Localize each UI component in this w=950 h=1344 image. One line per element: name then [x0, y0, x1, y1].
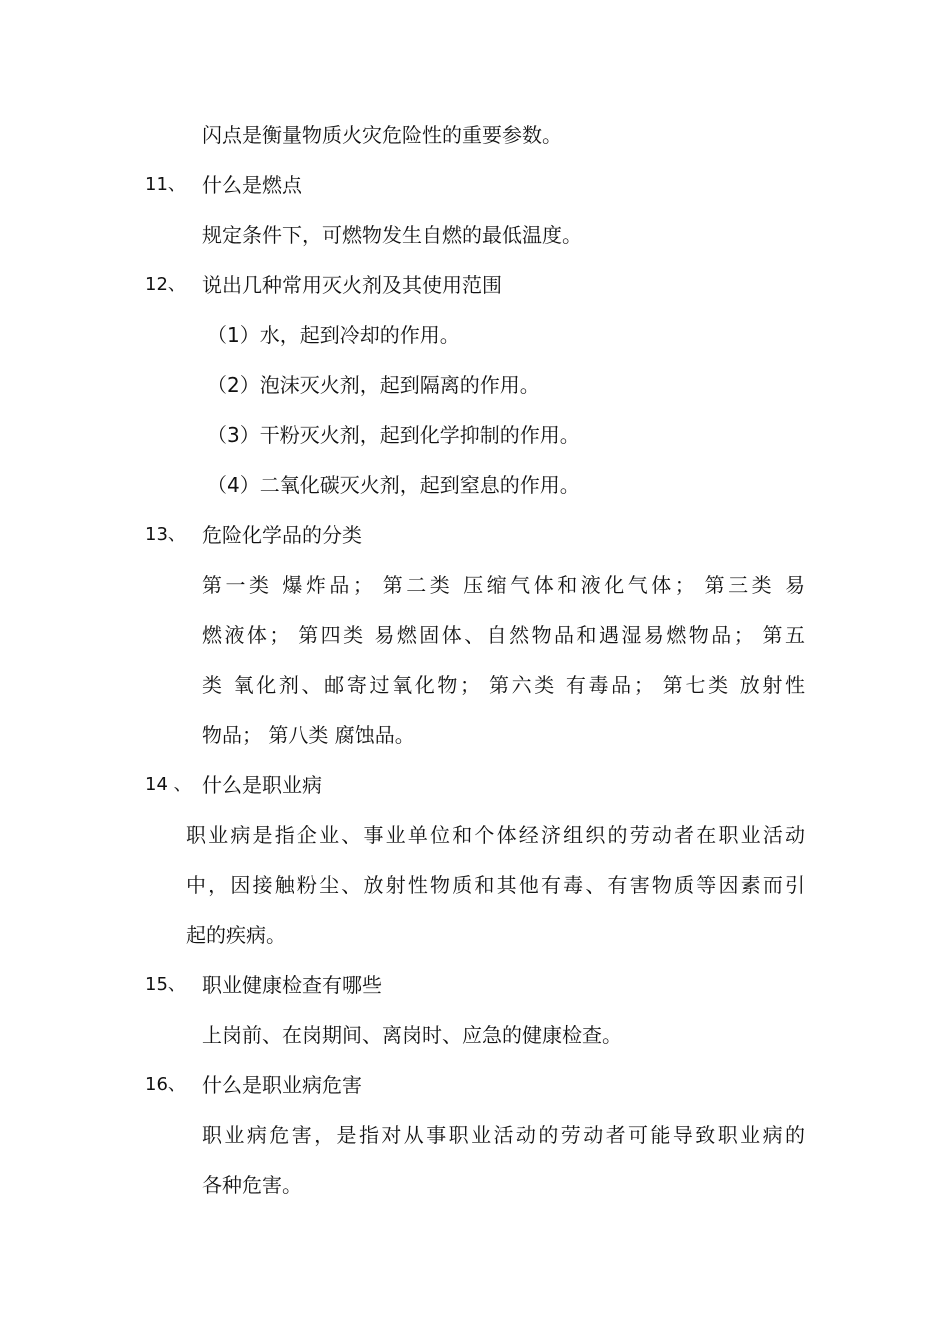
answer-12-item-1: （1）水，起到冷却的作用。: [207, 323, 460, 347]
question-number-12: 12、: [145, 274, 186, 295]
answer-14-line-1: 职业病是指企业、事业单位和个体经济组织的劳动者在职业活动: [186, 823, 805, 847]
answer-16-line-1: 职业病危害，是指对从事职业活动的劳动者可能导致职业病的: [202, 1123, 805, 1147]
question-number-15: 15、: [145, 974, 186, 995]
question-number-13: 13、: [145, 524, 186, 545]
question-number-16: 16、: [145, 1074, 186, 1095]
question-number-11: 11、: [145, 174, 186, 195]
answer-13-line-3: 类 氧化剂、邮寄过氧化物； 第六类 有毒品； 第七类 放射性: [202, 673, 805, 697]
answer-12-item-2: （2）泡沫灭火剂，起到隔离的作用。: [207, 373, 540, 397]
question-title-14: 什么是职业病: [202, 773, 322, 797]
answer-15: 上岗前、在岗期间、离岗时、应急的健康检查。: [202, 1023, 622, 1047]
answer-14-line-3: 起的疾病。: [186, 923, 286, 947]
answer-12-item-4: （4）二氧化碳灭火剂，起到窒息的作用。: [207, 473, 580, 497]
question-title-13: 危险化学品的分类: [202, 523, 362, 547]
intro-text: 闪点是衡量物质火灾危险性的重要参数。: [202, 123, 562, 147]
answer-16-line-2: 各种危害。: [202, 1173, 302, 1197]
answer-12-item-3: （3）干粉灭火剂，起到化学抑制的作用。: [207, 423, 580, 447]
answer-13-line-1: 第一类 爆炸品； 第二类 压缩气体和液化气体； 第三类 易: [202, 573, 805, 597]
answer-13-line-4: 物品； 第八类 腐蚀品。: [202, 723, 415, 747]
question-title-16: 什么是职业病危害: [202, 1073, 362, 1097]
answer-14-line-2: 中，因接触粉尘、放射性物质和其他有毒、有害物质等因素而引: [186, 873, 805, 897]
answer-13-line-2: 燃液体； 第四类 易燃固体、自然物品和遇湿易燃物品； 第五: [202, 623, 805, 647]
question-title-15: 职业健康检查有哪些: [202, 973, 382, 997]
question-title-11: 什么是燃点: [202, 173, 302, 197]
question-number-14: 14 、: [145, 774, 192, 795]
answer-11: 规定条件下，可燃物发生自燃的最低温度。: [202, 223, 582, 247]
question-title-12: 说出几种常用灭火剂及其使用范围: [202, 273, 502, 297]
